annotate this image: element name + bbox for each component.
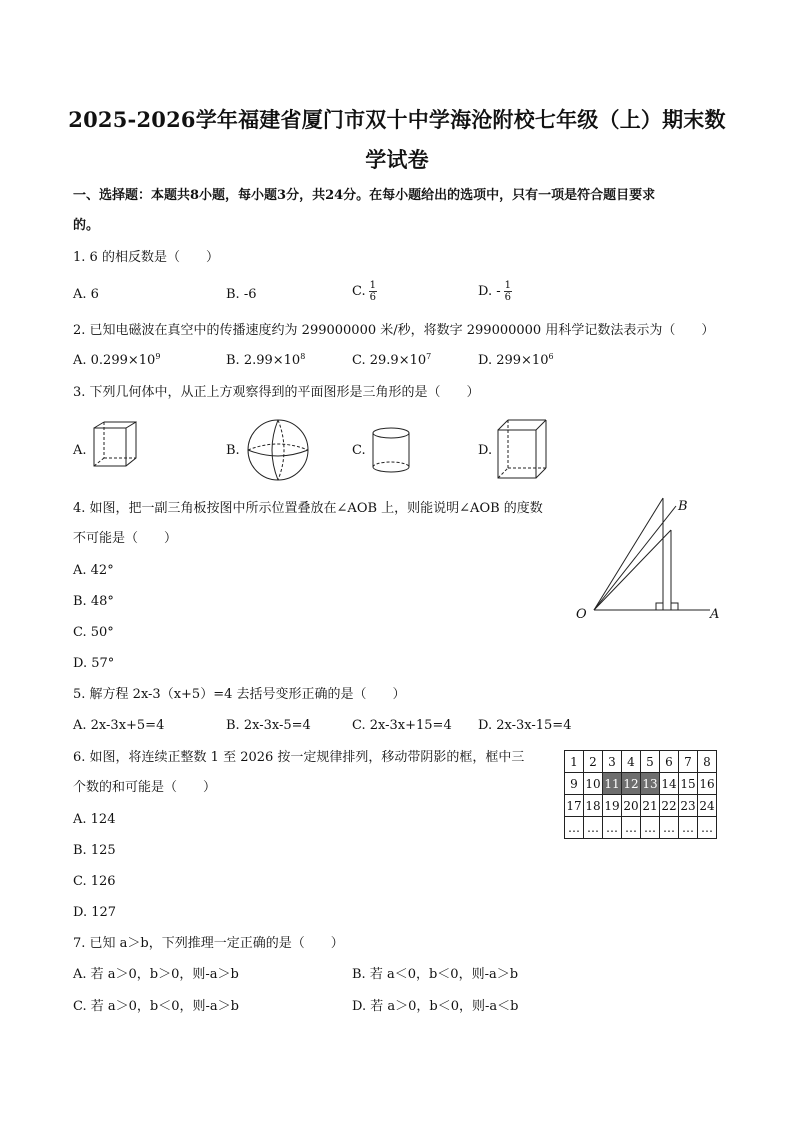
grid-cell: 8 bbox=[698, 751, 717, 773]
q6-stem: 6. 如图，将连续正整数 1 至 2026 按一定规律排列，移动带阴影的框，框中三 bbox=[73, 750, 525, 765]
grid-cell: … bbox=[660, 817, 679, 839]
grid-row bbox=[565, 751, 717, 773]
grid-cell: … bbox=[584, 817, 603, 839]
q1-stem: 1. 6 的相反数是（ ） bbox=[73, 250, 219, 265]
grid-cell: 1 bbox=[565, 751, 584, 773]
q4-stem: 4. 如图，把一副三角板按图中所示位置叠放在∠AOB 上，则能说明∠AOB 的度数 bbox=[73, 501, 543, 516]
exponent: 8 bbox=[300, 352, 306, 361]
grid-cell: 15 bbox=[679, 773, 698, 795]
grid-cell-shaded: 11 bbox=[603, 773, 622, 795]
grid-cell: 24 bbox=[698, 795, 717, 817]
fraction-denominator: 6 bbox=[504, 292, 511, 303]
grid-row bbox=[565, 817, 717, 839]
angle-aob-figure bbox=[574, 492, 734, 628]
q6-option-c: C. 126 bbox=[73, 874, 116, 889]
q2-option-d bbox=[478, 352, 554, 370]
fraction-denominator: 6 bbox=[369, 292, 376, 303]
number-grid bbox=[564, 750, 717, 839]
q7-option-c: C. 若 a＞0，b＜0，则-a＞b bbox=[73, 999, 239, 1014]
grid-cell: 18 bbox=[584, 795, 603, 817]
q4-option-a: A. 42° bbox=[73, 563, 114, 578]
grid-cell: 9 bbox=[565, 773, 584, 795]
q7-option-b: B. 若 a＜0，b＜0，则-a＞b bbox=[352, 967, 519, 982]
grid-cell-shaded: 13 bbox=[641, 773, 660, 795]
q2-option-d-base: D. 299×10 bbox=[478, 353, 549, 368]
grid-cell: 14 bbox=[660, 773, 679, 795]
point-a-label: A bbox=[710, 607, 720, 622]
q7-option-d: D. 若 a＞0，b＜0，则-a＜b bbox=[352, 999, 519, 1014]
grid-cell: 20 bbox=[622, 795, 641, 817]
q4-option-b: B. 48° bbox=[73, 594, 114, 609]
fraction-numerator: 1 bbox=[369, 280, 376, 291]
exponent: 6 bbox=[548, 352, 554, 361]
q2-option-c-base: C. 29.9×10 bbox=[352, 353, 427, 368]
q4-option-c: C. 50° bbox=[73, 625, 114, 640]
point-b-label: B bbox=[678, 499, 688, 514]
grid-cell: … bbox=[603, 817, 622, 839]
grid-cell-shaded: 12 bbox=[622, 773, 641, 795]
q5-option-a: A. 2x-3x+5=4 bbox=[73, 718, 165, 733]
sphere-figure bbox=[244, 418, 312, 482]
grid-cell: 22 bbox=[660, 795, 679, 817]
grid-cell: … bbox=[622, 817, 641, 839]
grid-cell: … bbox=[698, 817, 717, 839]
q2-stem: 2. 已知电磁波在真空中的传播速度约为 299000000 米/秒，将数字 299000000 用科学记数法表示为（ ） bbox=[73, 323, 715, 338]
q3-option-c-label: C. bbox=[352, 443, 366, 458]
grid-cell: 6 bbox=[660, 751, 679, 773]
title-line-2: 学试卷 bbox=[365, 147, 429, 172]
q5-option-b: B. 2x-3x-5=4 bbox=[226, 718, 311, 733]
q1-option-d-prefix: D. - bbox=[478, 284, 501, 299]
title-line-1: 2025-2026学年福建省厦门市双十中学海沧附校七年级（上）期末数 bbox=[68, 107, 726, 132]
q1-option-c bbox=[352, 280, 377, 303]
grid-cell: 16 bbox=[698, 773, 717, 795]
section-1-instructions-cont: 的。 bbox=[73, 218, 100, 233]
q2-option-c bbox=[352, 352, 431, 370]
q2-option-b-base: B. 2.99×10 bbox=[226, 353, 301, 368]
q1-option-c-prefix: C. bbox=[352, 284, 366, 299]
grid-row bbox=[565, 773, 717, 795]
exponent: 9 bbox=[155, 352, 161, 361]
q2-option-b bbox=[226, 352, 305, 370]
q5-option-c: C. 2x-3x+15=4 bbox=[352, 718, 452, 733]
grid-row bbox=[565, 795, 717, 817]
fraction-numerator: 1 bbox=[504, 280, 511, 291]
q4-option-d: D. 57° bbox=[73, 656, 115, 671]
grid-cell: 21 bbox=[641, 795, 660, 817]
q3-option-b-label: B. bbox=[226, 443, 240, 458]
q7-stem: 7. 已知 a＞b，下列推理一定正确的是（ ） bbox=[73, 936, 344, 951]
cuboid-figure bbox=[494, 418, 550, 482]
grid-cell: 2 bbox=[584, 751, 603, 773]
point-o-label: O bbox=[576, 607, 587, 622]
q6-option-b: B. 125 bbox=[73, 843, 116, 858]
cylinder-figure bbox=[368, 426, 414, 474]
exponent: 7 bbox=[426, 352, 432, 361]
q1-option-a: A. 6 bbox=[73, 287, 99, 302]
grid-cell: … bbox=[641, 817, 660, 839]
grid-cell: … bbox=[679, 817, 698, 839]
q1-option-b: B. -6 bbox=[226, 287, 257, 302]
grid-cell: 17 bbox=[565, 795, 584, 817]
q4-stem-cont: 不可能是（ ） bbox=[73, 531, 178, 546]
grid-cell: 7 bbox=[679, 751, 698, 773]
q2-option-a-base: A. 0.299×10 bbox=[73, 353, 156, 368]
q3-stem: 3. 下列几何体中，从正上方观察得到的平面图形是三角形的是（ ） bbox=[73, 385, 480, 400]
grid-cell: 3 bbox=[603, 751, 622, 773]
q5-option-d: D. 2x-3x-15=4 bbox=[478, 718, 572, 733]
q5-stem: 5. 解方程 2x-3（x+5）=4 去括号变形正确的是（ ） bbox=[73, 687, 406, 702]
grid-cell: 23 bbox=[679, 795, 698, 817]
exam-title bbox=[60, 100, 734, 180]
fraction bbox=[369, 280, 377, 303]
fraction bbox=[504, 280, 512, 303]
q6-option-d: D. 127 bbox=[73, 905, 117, 920]
section-1-instructions: 一、选择题：本题共8小题，每小题3分，共24分。在每小题给出的选项中，只有一项是符合题目要求 bbox=[73, 188, 656, 203]
grid-cell: 4 bbox=[622, 751, 641, 773]
q7-option-a: A. 若 a＞0，b＞0，则-a＞b bbox=[73, 967, 239, 982]
q6-stem-cont: 个数的和可能是（ ） bbox=[73, 780, 217, 795]
grid-cell: … bbox=[565, 817, 584, 839]
q3-option-d-label: D. bbox=[478, 443, 493, 458]
q3-option-a-label: A. bbox=[73, 443, 87, 458]
q1-option-d bbox=[478, 280, 512, 303]
grid-cell: 5 bbox=[641, 751, 660, 773]
grid-cell: 19 bbox=[603, 795, 622, 817]
triangular-prism-figure bbox=[88, 420, 144, 472]
q6-option-a: A. 124 bbox=[73, 812, 116, 827]
q2-option-a bbox=[73, 352, 160, 370]
grid-cell: 10 bbox=[584, 773, 603, 795]
